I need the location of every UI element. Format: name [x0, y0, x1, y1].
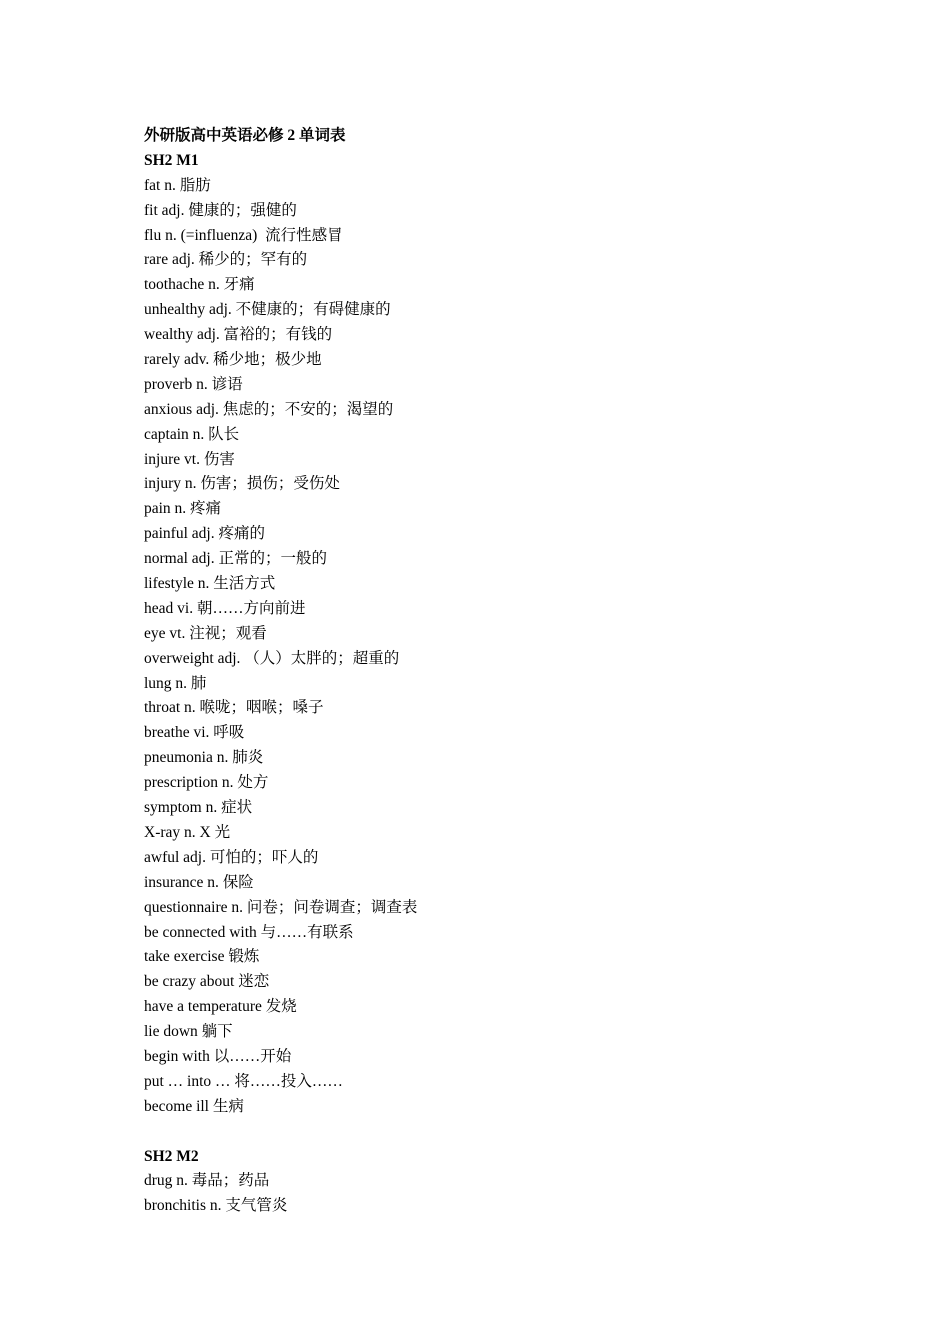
- list-item: head vi. 朝……方向前进: [144, 599, 306, 617]
- list-item: eye vt. 注视；观看: [144, 624, 267, 642]
- list-item: put … into … 将……投入……: [144, 1072, 343, 1090]
- list-item: captain n. 队长: [144, 425, 240, 443]
- list-item: fat n. 脂肪: [144, 176, 211, 194]
- document-page: [144, 124, 844, 1219]
- list-item: awful adj. 可怕的；吓人的: [144, 848, 319, 866]
- list-item: breathe vi. 呼吸: [144, 724, 245, 742]
- list-item: prescription n. 处方: [144, 774, 269, 792]
- list-item: symptom n. 症状: [144, 799, 253, 817]
- list-item: flu n. (=influenza) 流行性感冒: [144, 226, 343, 244]
- list-item: be crazy about 迷恋: [144, 973, 270, 991]
- list-item: unhealthy adj. 不健康的；有碍健康的: [144, 301, 391, 319]
- list-item: be connected with 与……有联系: [144, 923, 354, 941]
- section-heading: SH2 M1: [144, 151, 199, 169]
- section-spacer: [144, 1120, 844, 1145]
- list-item: toothache n. 牙痛: [144, 276, 255, 294]
- list-item: overweight adj. （人）太胖的；超重的: [144, 649, 400, 667]
- section-m2: [144, 1145, 844, 1220]
- list-item: pneumonia n. 肺炎: [144, 749, 264, 767]
- list-item: insurance n. 保险: [144, 873, 254, 891]
- list-item: painful adj. 疼痛的: [144, 525, 265, 543]
- list-item: begin with 以……开始: [144, 1047, 292, 1065]
- list-item: rare adj. 稀少的；罕有的: [144, 251, 308, 269]
- list-item: bronchitis n. 支气管炎: [144, 1197, 288, 1215]
- list-item: take exercise 锻炼: [144, 948, 260, 966]
- list-item: normal adj. 正常的；一般的: [144, 550, 327, 568]
- list-item: lie down 躺下: [144, 1023, 233, 1041]
- list-item: become ill 生病: [144, 1097, 244, 1115]
- list-item: anxious adj. 焦虑的；不安的；渴望的: [144, 400, 394, 418]
- list-item: pain n. 疼痛: [144, 500, 222, 518]
- list-item: wealthy adj. 富裕的；有钱的: [144, 326, 333, 344]
- list-item: drug n. 毒品；药品: [144, 1172, 270, 1190]
- list-item: proverb n. 谚语: [144, 375, 243, 393]
- list-item: rarely adv. 稀少地；极少地: [144, 351, 322, 369]
- vocabulary-list: [144, 174, 844, 1120]
- section-m1: [144, 149, 844, 1120]
- list-item: lung n. 肺: [144, 674, 207, 692]
- list-item: have a temperature 发烧: [144, 998, 297, 1016]
- vocabulary-list: [144, 1169, 844, 1219]
- list-item: throat n. 喉咙；咽喉；嗓子: [144, 699, 324, 717]
- document-title: 外研版高中英语必修 2 单词表: [144, 127, 346, 144]
- section-heading: SH2 M2: [144, 1147, 199, 1165]
- list-item: fit adj. 健康的；强健的: [144, 201, 297, 219]
- list-item: questionnaire n. 问卷；问卷调查；调查表: [144, 898, 418, 916]
- list-item: lifestyle n. 生活方式: [144, 575, 276, 593]
- list-item: X-ray n. X 光: [144, 823, 231, 841]
- list-item: injury n. 伤害；损伤；受伤处: [144, 475, 340, 493]
- list-item: injure vt. 伤害: [144, 450, 235, 468]
